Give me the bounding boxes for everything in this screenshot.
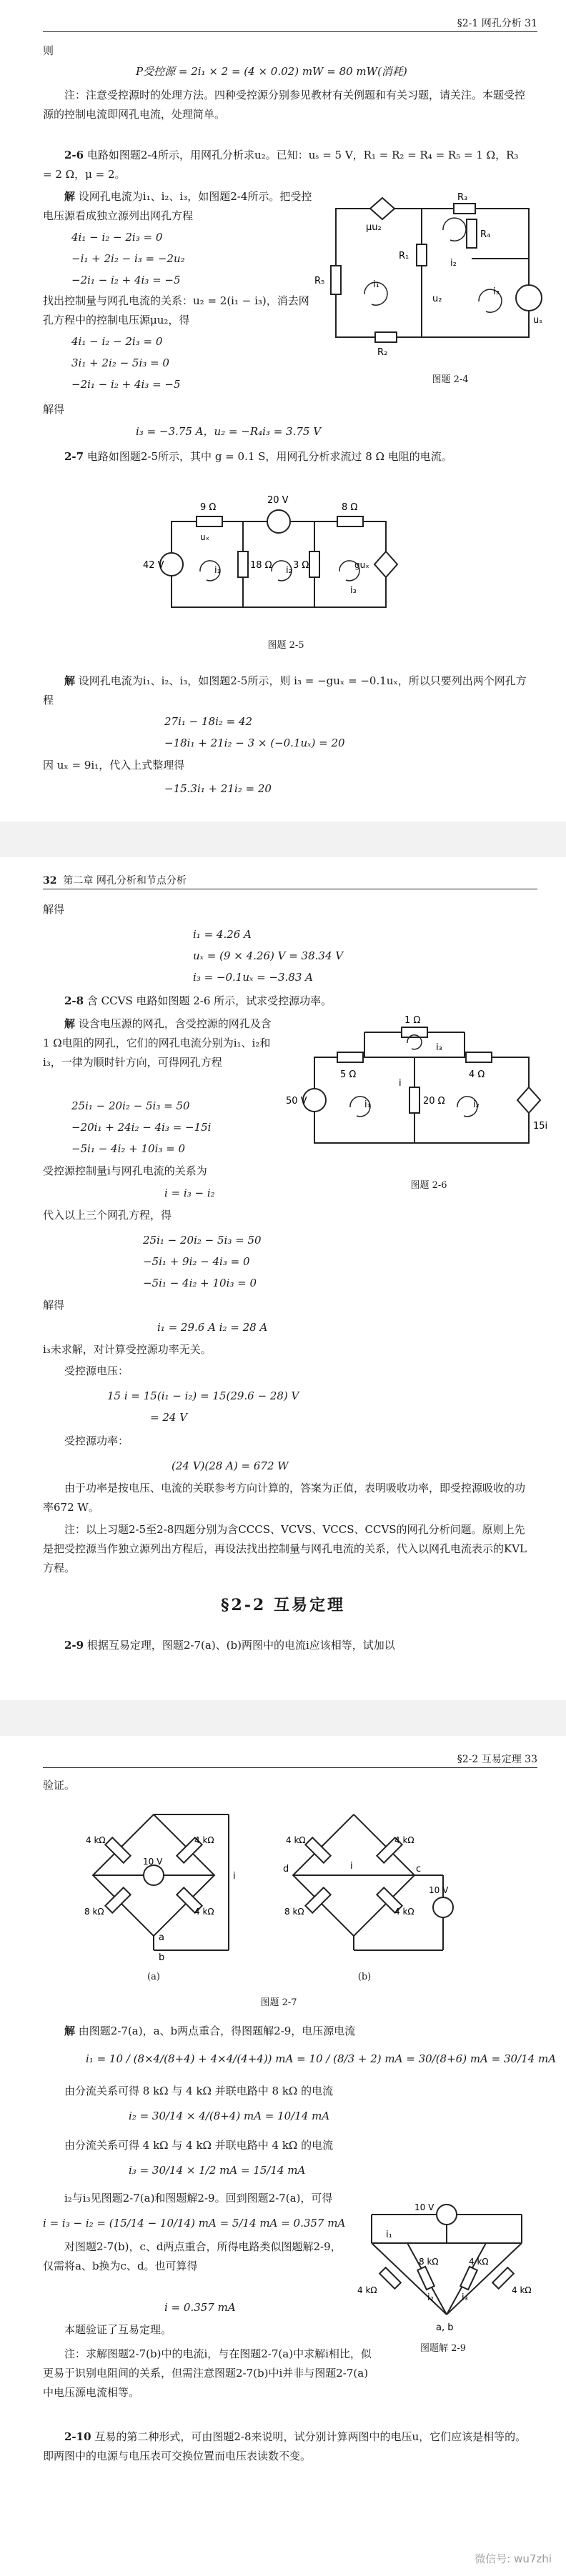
mesh-arrow-2 xyxy=(443,218,466,241)
label-i: i xyxy=(399,1078,402,1089)
label-mu-u2: μu₂ xyxy=(366,222,382,233)
label-i1: i₁ xyxy=(214,565,221,576)
resistor-4k-s3 xyxy=(492,2267,514,2289)
note-2: 注：以上习题2-5至2-8四题分别为含CCCS、VCVS、VCCS、CCVS的网孔分析问题。原则上先是把受控源当作独立源列出方程后，再设法找出控制量与网孔电流的关系，代入以网孔电流表示的KVL方程。 xyxy=(43,1523,527,1574)
resistor-4k-s2 xyxy=(460,2267,477,2290)
note-i3: i₃未求解，对计算受控源功率无关。 xyxy=(43,1343,212,1356)
result-2-8: i₁ = 29.6 A i₂ = 28 A xyxy=(157,1321,268,1334)
figure-caption-2-6: 图题 2-6 xyxy=(410,1180,447,1191)
solution-2-6 xyxy=(43,187,314,226)
dependent-current-source xyxy=(374,551,397,577)
label-r3: R₃ xyxy=(457,192,468,203)
intro-text: 则 xyxy=(43,44,54,57)
page-33 xyxy=(0,1736,566,2576)
label-18ohm: 18 Ω xyxy=(250,560,272,571)
power-explanation: 由于功率是按电压、电流的关联参考方向计算的，答案为正值，表明吸收功率，即受控源吸收的功率672 W。 xyxy=(43,1482,526,1514)
figure-2-7b xyxy=(272,1800,457,1965)
voltage-source-10v-b xyxy=(433,1897,453,1917)
voltage-result: = 24 V xyxy=(150,1411,188,1424)
label-4ohm: 4 Ω xyxy=(469,1069,485,1080)
figure-2-4 xyxy=(314,187,550,366)
label-4k: 4 kΩ xyxy=(86,1835,106,1845)
page-header xyxy=(43,1749,537,1768)
equation-i-b: i = 0.357 mA xyxy=(164,2301,236,2314)
label-8k: 8 kΩ xyxy=(284,1907,304,1917)
label-i3: i₃ xyxy=(493,286,500,297)
mesh-eq-27-2: −18i₁ + 21i₂ − 3 × (−0.1uₓ) = 20 xyxy=(164,737,345,749)
label-i2: i₂ xyxy=(450,258,457,269)
page-header xyxy=(43,870,537,889)
label-d: d xyxy=(283,1864,289,1874)
problem-text: 含 CCVS 电路如图题 2-6 所示，试求受控源功率。 xyxy=(86,994,332,1007)
dependent-voltage-source xyxy=(370,198,394,219)
result-27-3: i₃ = −0.1uₓ = −3.83 A xyxy=(193,971,313,984)
problem-2-10 xyxy=(43,2427,529,2466)
problem-number: 2-8 xyxy=(64,994,84,1007)
label-50v: 50 V xyxy=(286,1096,307,1107)
mesh-eq-1: 4i₁ − i₂ − 2i₃ = 0 xyxy=(71,231,163,244)
divider-text-1: 由分流关系可得 8 kΩ 与 4 kΩ 并联电路中 8 kΩ 的电流 xyxy=(64,2085,334,2097)
mesh-eq-28-3: −5i₁ − 4i₂ + 10i₃ = 0 xyxy=(71,1142,186,1155)
header-page-number xyxy=(43,873,187,887)
resistor-r5 xyxy=(331,266,341,294)
solution-text: 设网孔电流为i₁、i₂、i₃，如图题2-4所示。把受控电压源看成独立源列出网孔方程 xyxy=(43,190,312,222)
resistor-8ohm xyxy=(337,516,363,526)
note-3: 注：求解图题2-7(b)中的电流i，与在图题2-7(a)中求解i相比，似更易于识别电阻间的关系，但需注意图题2-7(b)中i并非与图题2-7(a)中电压源电流相等。 xyxy=(43,2347,372,2399)
resistor-r4 xyxy=(467,219,477,248)
control-equation: i = i₃ − i₂ xyxy=(164,1187,215,1199)
solution-2-9-b: i₂与i₃见图题2-7(a)和图题解2-9。回到图题2-7(a)，可得 xyxy=(64,2192,333,2205)
voltage-source-10v-sol xyxy=(437,2205,457,2225)
label-20v: 20 V xyxy=(267,495,289,506)
label-u2: u₂ xyxy=(432,294,442,304)
problem-number: 2-6 xyxy=(64,149,84,161)
resistor-9ohm xyxy=(197,516,222,526)
resistor-4k-s1 xyxy=(379,2267,401,2289)
label-42v: 42 V xyxy=(143,560,164,571)
label-r4: R₄ xyxy=(480,229,491,240)
label-b: b xyxy=(159,1952,165,1963)
power-equation: P受控源 = 2i₁ × 2 = (4 × 0.02) mW = 80 mW(消耗) xyxy=(136,65,407,78)
resistor-3ohm xyxy=(309,551,319,577)
equation-i1: i₁ = 10 / (8×4/(8+4) + 4×4/(4+4)) mA = 10 / (8/3 + 2) mA = 30/(8+6) mA = 30/14 mA xyxy=(86,2052,557,2065)
label-i: i xyxy=(350,1861,353,1872)
figure-solution-2-9 xyxy=(343,2200,550,2336)
resistor-r2 xyxy=(375,332,397,342)
result-27-2: uₓ = (9 × 4.26) V = 38.34 V xyxy=(193,949,344,962)
label-i3: i₃ xyxy=(436,1042,442,1053)
label-i3: i₃ xyxy=(350,585,357,596)
equation-i2: i₂ = 30/14 × 4/(8+4) mA = 10/14 mA xyxy=(129,2110,330,2122)
label-4k: 4 kΩ xyxy=(394,1835,414,1845)
solution-text: 由图题2-7(a)，a、b两点重合，得图题解2-9，电压源电流 xyxy=(78,2025,356,2037)
mesh-eq-2: −i₁ + 2i₂ − i₃ = −2u₂ xyxy=(71,252,185,265)
figure-caption-2-5: 图题 2-5 xyxy=(267,640,304,651)
label-10v: 10 V xyxy=(414,2202,435,2212)
mesh-eq-b2: 3i₁ + 2i₂ − 5i₃ = 0 xyxy=(71,356,169,369)
problem-number: 2-9 xyxy=(64,1639,84,1652)
label-r2: R₂ xyxy=(377,347,388,358)
voltage-source-20v xyxy=(267,510,290,533)
mesh-eq-b1: 4i₁ − i₂ − 2i₃ = 0 xyxy=(71,335,163,348)
label-4k: 4 kΩ xyxy=(394,1907,414,1917)
problem-2-6 xyxy=(43,146,529,184)
label-a: a xyxy=(159,1932,164,1943)
mesh-eq-28-1: 25i₁ − 20i₂ − 5i₃ = 50 xyxy=(71,1099,190,1112)
label-us: uₛ xyxy=(533,315,543,326)
label-i1: i₁ xyxy=(373,279,379,290)
equation-i: i = i₃ − i₂ = (15/14 − 10/14) mA = 5/14 mA = 0.357 mA xyxy=(43,2217,346,2230)
voltage-source-us xyxy=(516,285,542,311)
substitution-text: 代入以上三个网孔方程，得 xyxy=(43,1209,172,1222)
result-2-6: i₃ = −3.75 A，u₂ = −R₄i₃ = 3.75 V xyxy=(136,425,322,438)
page-31 xyxy=(0,0,566,822)
control-relation: 找出控制量与网孔电流的关系：u₂ = 2(i₁ − i₃)，消去网孔方程中的控制电压源μu₂，得 xyxy=(43,294,309,326)
resistor-18ohm xyxy=(238,551,248,577)
solution-label: 解 xyxy=(64,2025,76,2037)
resistor-20ohm xyxy=(409,1087,419,1113)
verified-text: 本题验证了互易定理。 xyxy=(64,2323,172,2336)
mesh-eq-b3: −2i₁ − i₂ + 4i₃ = −5 xyxy=(71,378,181,391)
label-20ohm: 20 Ω xyxy=(423,1096,445,1107)
solved-label: 解得 xyxy=(43,903,65,916)
substitution-text: 因 uₓ = 9i₁，代入上式整理得 xyxy=(43,759,185,772)
solution-label: 解 xyxy=(64,674,76,687)
problem-2-9 xyxy=(43,1636,529,1655)
resistor-8k-s xyxy=(417,2267,435,2290)
label-ux: uₓ xyxy=(200,532,209,542)
mesh-eq-28-2: −20i₁ + 24i₂ − 4i₃ = −15i xyxy=(71,1121,212,1134)
label-8k: 8 kΩ xyxy=(419,2257,439,2267)
mesh-eq-28b-2: −5i₁ + 9i₂ − 4i₃ = 0 xyxy=(143,1255,250,1268)
problem-text: 电路如图题2-5所示，其中 g = 0.1 S，用网孔分析求流过 8 Ω 电阻的电流。 xyxy=(86,450,452,463)
label-i1: i₁ xyxy=(386,2230,392,2240)
solution-2-8 xyxy=(43,1014,272,1072)
label-10v: 10 V xyxy=(143,1857,163,1867)
divider-text-2: 由分流关系可得 4 kΩ 与 4 kΩ 并联电路中 4 kΩ 的电流 xyxy=(64,2139,334,2152)
verify-text: 验证。 xyxy=(43,1779,76,1792)
figure-2-7a xyxy=(64,1800,243,1965)
section-title: §2-2 互易定理 xyxy=(221,1596,345,1614)
problem-2-7 xyxy=(43,447,529,466)
power-equation: (24 V)(28 A) = 672 W xyxy=(172,1459,289,1472)
result-27-1: i₁ = 4.26 A xyxy=(193,928,252,941)
label-4k: 4 kΩ xyxy=(357,2285,377,2295)
ccvs-source xyxy=(517,1087,540,1113)
page-32 xyxy=(0,857,566,1700)
label-4k: 4 kΩ xyxy=(194,1907,214,1917)
figure-2-6 xyxy=(286,1014,550,1172)
label-r5: R₅ xyxy=(314,276,325,286)
solved-label-2: 解得 xyxy=(43,1299,65,1312)
label-r1: R₁ xyxy=(399,251,409,261)
label-4k: 4 kΩ xyxy=(286,1835,306,1845)
label-4k: 4 kΩ xyxy=(469,2257,489,2267)
label-i3: i₃ xyxy=(462,2292,468,2303)
label-c: c xyxy=(416,1864,422,1874)
solution-label: 解 xyxy=(64,190,76,203)
problem-text: 根据互易定理，图题2-7(a)、(b)两图中的电流i应该相等，试加以 xyxy=(86,1639,395,1652)
problem-text: 电路如图题2-4所示，用网孔分析求u₂。已知：uₛ = 5 V，R₁ = R₂ = R₄ = R₅ = 1 Ω，R₃ = 2 Ω，μ = 2。 xyxy=(43,149,519,181)
figure-caption-2-4: 图题 2-4 xyxy=(432,374,469,385)
page-gap xyxy=(0,822,566,857)
mesh-eq-27-3: −15.3i₁ + 21i₂ = 20 xyxy=(164,782,272,795)
solution-text: 设含电压源的网孔，含受控源的网孔及含1 Ω电阻的网孔，它们的网孔电流分别为i₁、i₂和i₃，一律为顺时针方向，可得网孔方程 xyxy=(43,1017,272,1069)
solution-label: 解 xyxy=(64,1017,76,1030)
solution-text: 设网孔电流为i₁、i₂、i₃，如图题2-5所示，则 i₃ = −guₓ = −0.1uₓ，所以只要列出两个网孔方程 xyxy=(43,674,527,707)
mesh-eq-28b-3: −5i₁ − 4i₂ + 10i₃ = 0 xyxy=(143,1277,257,1289)
label-i2: i₂ xyxy=(286,565,292,576)
label-9ohm: 9 Ω xyxy=(200,502,217,513)
label-8ohm: 8 Ω xyxy=(342,502,358,513)
solved-label: 解得 xyxy=(43,403,65,416)
subcaption-b: (b) xyxy=(357,1972,372,1982)
resistor-4ohm xyxy=(466,1052,492,1062)
problem-number: 2-7 xyxy=(64,450,84,463)
figure-caption-2-7: 图题 2-7 xyxy=(260,1997,297,2008)
label-4k: 4 kΩ xyxy=(194,1835,214,1845)
mesh-eq-27-1: 27i₁ − 18i₂ = 42 xyxy=(164,715,253,728)
header-text: §2-1 网孔分析 31 xyxy=(457,18,537,29)
label-4k: 4 kΩ xyxy=(512,2285,532,2295)
solution-2-9 xyxy=(43,2022,529,2041)
page-gap xyxy=(0,1700,566,1736)
equation-i3: i₃ = 30/14 × 1/2 mA = 15/14 mA xyxy=(129,2164,306,2177)
label-8k: 8 kΩ xyxy=(84,1907,104,1917)
label-1ohm: 1 Ω xyxy=(404,1015,421,1026)
voltage-equation: 15 i = 15(i₁ − i₂) = 15(29.6 − 28) V xyxy=(107,1389,299,1402)
watermark: 微信号: wu7zhi xyxy=(475,2552,552,2565)
resistor-5ohm xyxy=(337,1052,363,1062)
figure-2-5 xyxy=(143,493,429,629)
mesh-eq-28b-1: 25i₁ − 20i₂ − 5i₃ = 50 xyxy=(143,1234,262,1247)
mesh-arrow-3 xyxy=(339,561,359,581)
label-i2: i₂ xyxy=(427,2292,434,2303)
voltage-source-10v-a xyxy=(144,1865,164,1885)
problem-number: 2-10 xyxy=(64,2430,91,2443)
label-10v: 10 V xyxy=(429,1885,449,1895)
label-i1: i₁ xyxy=(364,1099,371,1110)
control-relation: 受控源控制量i与网孔电流的关系为 xyxy=(43,1164,207,1177)
label-gux: guₓ xyxy=(354,560,369,570)
resistor-r1 xyxy=(417,244,427,266)
voltage-label: 受控源电压： xyxy=(64,1364,129,1377)
note-1: 注：注意受控源时的处理方法。四种受控源分别参见教材有关例题和有关习题，请关注。本题受控源的控制电流即网孔电流，处理简单。 xyxy=(43,89,526,121)
page-number: 32 xyxy=(43,875,57,887)
label-i: i xyxy=(233,1871,236,1882)
solution-2-9-c: 对图题2-7(b)，c、d两点重合，所得电路类似图题解2-9，仅需将a、b换为c、d。也可算得 xyxy=(43,2240,342,2272)
problem-2-8 xyxy=(43,992,529,1011)
label-3ohm: 3 Ω xyxy=(293,560,309,571)
label-5ohm: 5 Ω xyxy=(340,1069,357,1080)
resistor-r3 xyxy=(454,204,475,214)
label-15i: 15i xyxy=(533,1121,548,1132)
subcaption-a: (a) xyxy=(147,1972,160,1982)
problem-text: 互易的第二种形式，可由图题2-8来说明，试分别计算两图中的电压u，它们应该是相等的。即两图中的电源与电压表可交换位置而电压表读数不变。 xyxy=(43,2430,527,2462)
label-ab: a, b xyxy=(436,2322,454,2333)
resistor-1ohm xyxy=(402,1027,427,1037)
mesh-eq-3: −2i₁ − i₂ + 4i₃ = −5 xyxy=(71,274,181,286)
page-header xyxy=(43,13,537,32)
power-label: 受控源功率： xyxy=(64,1434,129,1447)
solution-2-7 xyxy=(43,672,529,710)
header-text: §2-2 互易定理 33 xyxy=(457,1754,537,1765)
figure-caption-solution-2-9: 图题解 2-9 xyxy=(419,2343,467,2354)
chapter-title: 第二章 网孔分析和节点分析 xyxy=(63,875,187,887)
label-i2: i₂ xyxy=(473,1099,480,1110)
